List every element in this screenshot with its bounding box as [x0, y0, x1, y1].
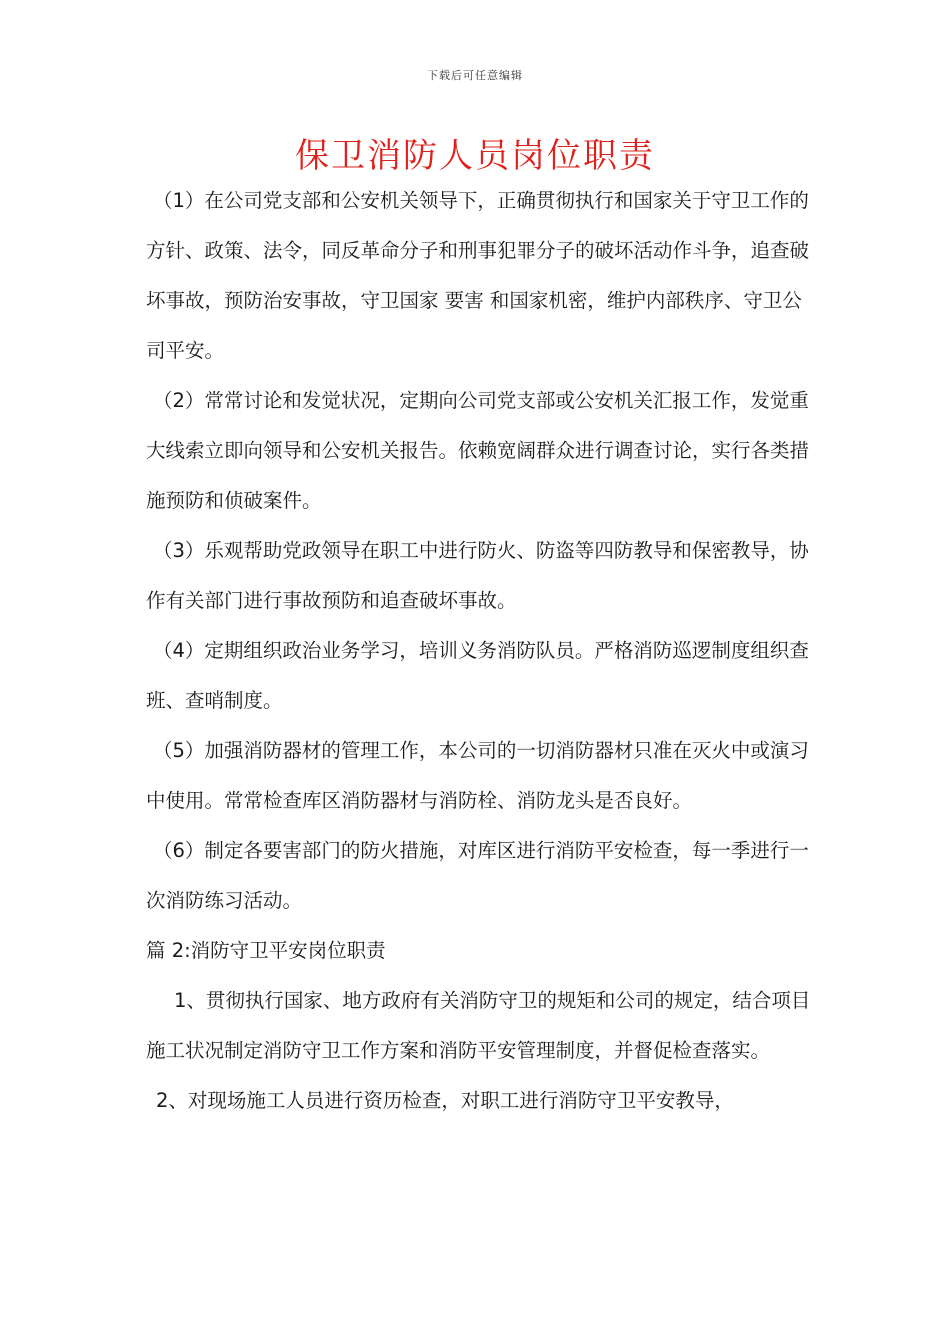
header-note: 下载后可任意编辑 [427, 69, 523, 82]
document-body [146, 176, 811, 1126]
paragraph-3: （3）乐观帮助党政领导在职工中进行防火、防盗等四防教导和保密教导，协作有关部门进行事故预防和追查破坏事故。 [146, 539, 809, 612]
paragraph-7: 1、贯彻执行国家、地方政府有关消防守卫的规矩和公司的规定，结合项目施工状况制定消防守卫工作方案和消防平安管理制度，并督促检查落实。 [146, 989, 811, 1062]
paragraph-2: （2）常常讨论和发觉状况，定期向公司党支部或公安机关汇报工作，发觉重大线索立即向领导和公安机关报告。依赖宽阔群众进行调查讨论，实行各类措施预防和侦破案件。 [146, 389, 810, 512]
paragraph-8: 2、对现场施工人员进行资历检查，对职工进行消防守卫平安教导， [156, 1089, 734, 1112]
paragraph-5: （5）加强消防器材的管理工作，本公司的一切消防器材只准在灭火中或演习中使用。常常检查库区消防器材与消防栓、消防龙头是否良好。 [146, 739, 809, 812]
paragraph-6: （6）制定各要害部门的防火措施，对库区进行消防平安检查，每一季进行一次消防练习活动。 [146, 839, 809, 912]
document-title: 保卫消防人员岗位职责 [295, 136, 655, 176]
paragraph-1: （1）在公司党支部和公安机关领导下，正确贯彻执行和国家关于守卫工作的方针、政策、法令，同反革命分子和刑事犯罪分子的破坏活动作斗争，追查破坏事故，预防治安事故，守卫国家 要害 和国家机密，维护内部秩序、守卫公司平安。 [146, 189, 810, 362]
section-heading: 篇 2:消防守卫平安岗位职责 [146, 939, 386, 962]
paragraph-4: （4）定期组织政治业务学习，培训义务消防队员。严格消防巡逻制度组织查班、查哨制度。 [146, 639, 809, 712]
